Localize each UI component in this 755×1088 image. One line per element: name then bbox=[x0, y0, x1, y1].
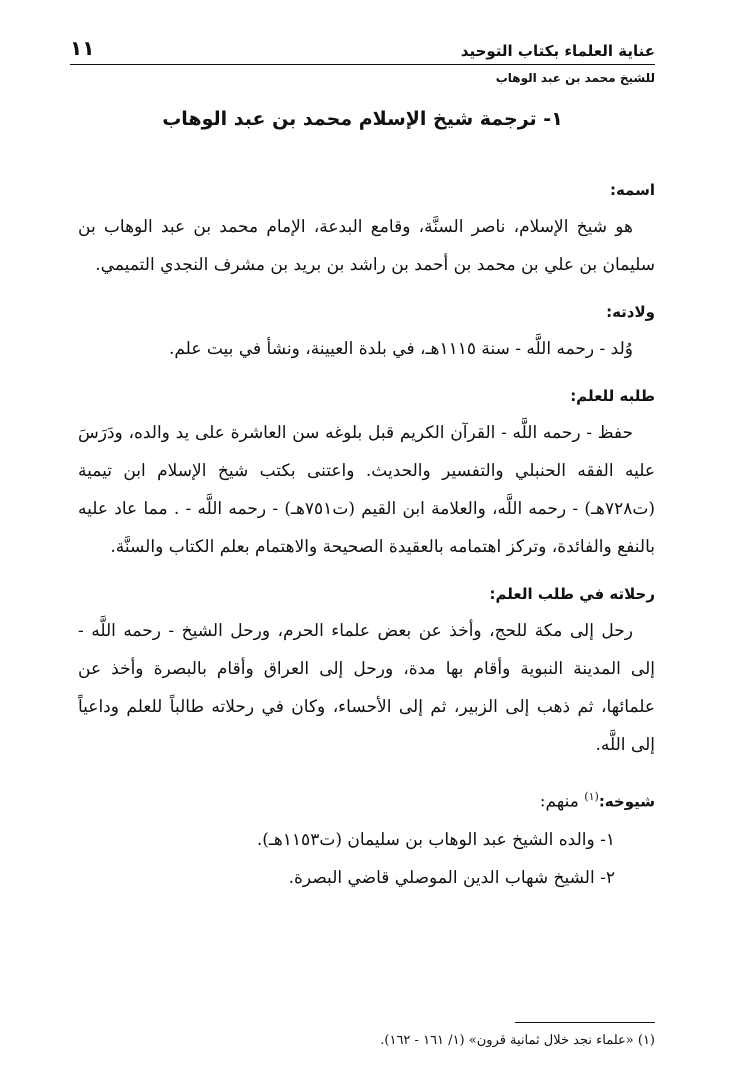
teachers-line bbox=[78, 778, 655, 821]
book-title: عناية العلماء بكتاب التوحيد bbox=[460, 42, 655, 60]
section-heading-teachers: شيوخه: bbox=[598, 792, 655, 811]
section-heading-birth: ولادته: bbox=[606, 303, 655, 321]
footnote: (١) «علماء نجد خلال ثمانية قرون» (١/ ١٦١ - ١٦٢). bbox=[380, 1033, 655, 1048]
running-header bbox=[70, 40, 655, 87]
paragraph-birth: وُلد - رحمه اللَّه - سنة ١١١٥هـ، في بلدة العيينة، ونشأ في بيت علم. bbox=[168, 339, 633, 359]
section-heading-seeking: طلبه للعلم: bbox=[570, 387, 655, 405]
header-divider bbox=[70, 64, 655, 65]
section-heading-travels: رحلاته في طلب العلم: bbox=[489, 585, 655, 603]
document-body bbox=[78, 176, 655, 897]
footnote-reference[interactable]: (١) bbox=[584, 790, 599, 803]
footnote-divider bbox=[515, 1022, 655, 1023]
list-item: ١- والده الشيخ عبد الوهاب بن سليمان (ت١١٥٣هـ). bbox=[256, 829, 615, 850]
page-number: ١١ bbox=[70, 36, 95, 60]
teachers-intro: منهم: bbox=[539, 791, 579, 812]
list-item: ٢- الشيخ شهاب الدين الموصلي قاضي البصرة. bbox=[288, 867, 615, 888]
author-line: للشيخ محمد بن عبد الوهاب bbox=[495, 71, 655, 85]
chapter-title: ١- ترجمة شيخ الإسلام محمد بن عبد الوهاب bbox=[162, 108, 563, 130]
paragraph-travels: رحل إلى مكة للحج، وأخذ عن بعض علماء الحرم، ورحل الشيخ - رحمه اللَّه - إلى المدينة النبوية وأقام بها مدة، ورحل إلى العراق وأقام بالبصرة وأخذ عن علمائها، ثم ذهب إلى الزبير، ثم إلى الأحساء، وكان في رحلاته طالباً للعلم وداعياً إلى اللَّه. bbox=[78, 621, 655, 755]
paragraph-name: هو شيخ الإسلام، ناصر السنَّة، وقامع البدعة، الإمام محمد بن عبد الوهاب بن سليمان بن علي بن محمد بن أحمد بن راشد بن بريد بن مشرف النجدي التميمي. bbox=[78, 217, 655, 275]
section-heading-name: اسمه: bbox=[609, 181, 655, 199]
paragraph-seeking: حفظ - رحمه اللَّه - القرآن الكريم قبل بلوغه سن العاشرة على يد والده، ودَرَسَ عليه الفقه الحنبلي والتفسير والحديث. واعتنى بكتب شيخ الإسلام ابن تيمية (ت٧٢٨هـ) - رحمه اللَّه، والعلامة ابن القيم (ت٧٥١هـ) - رحمه اللَّه - . مما عاد عليه بالنفع والفائدة، وتركز اهتمامه بالعقيدة الصحيحة والاهتمام بعلم الكتاب والسنَّة. bbox=[78, 423, 655, 557]
